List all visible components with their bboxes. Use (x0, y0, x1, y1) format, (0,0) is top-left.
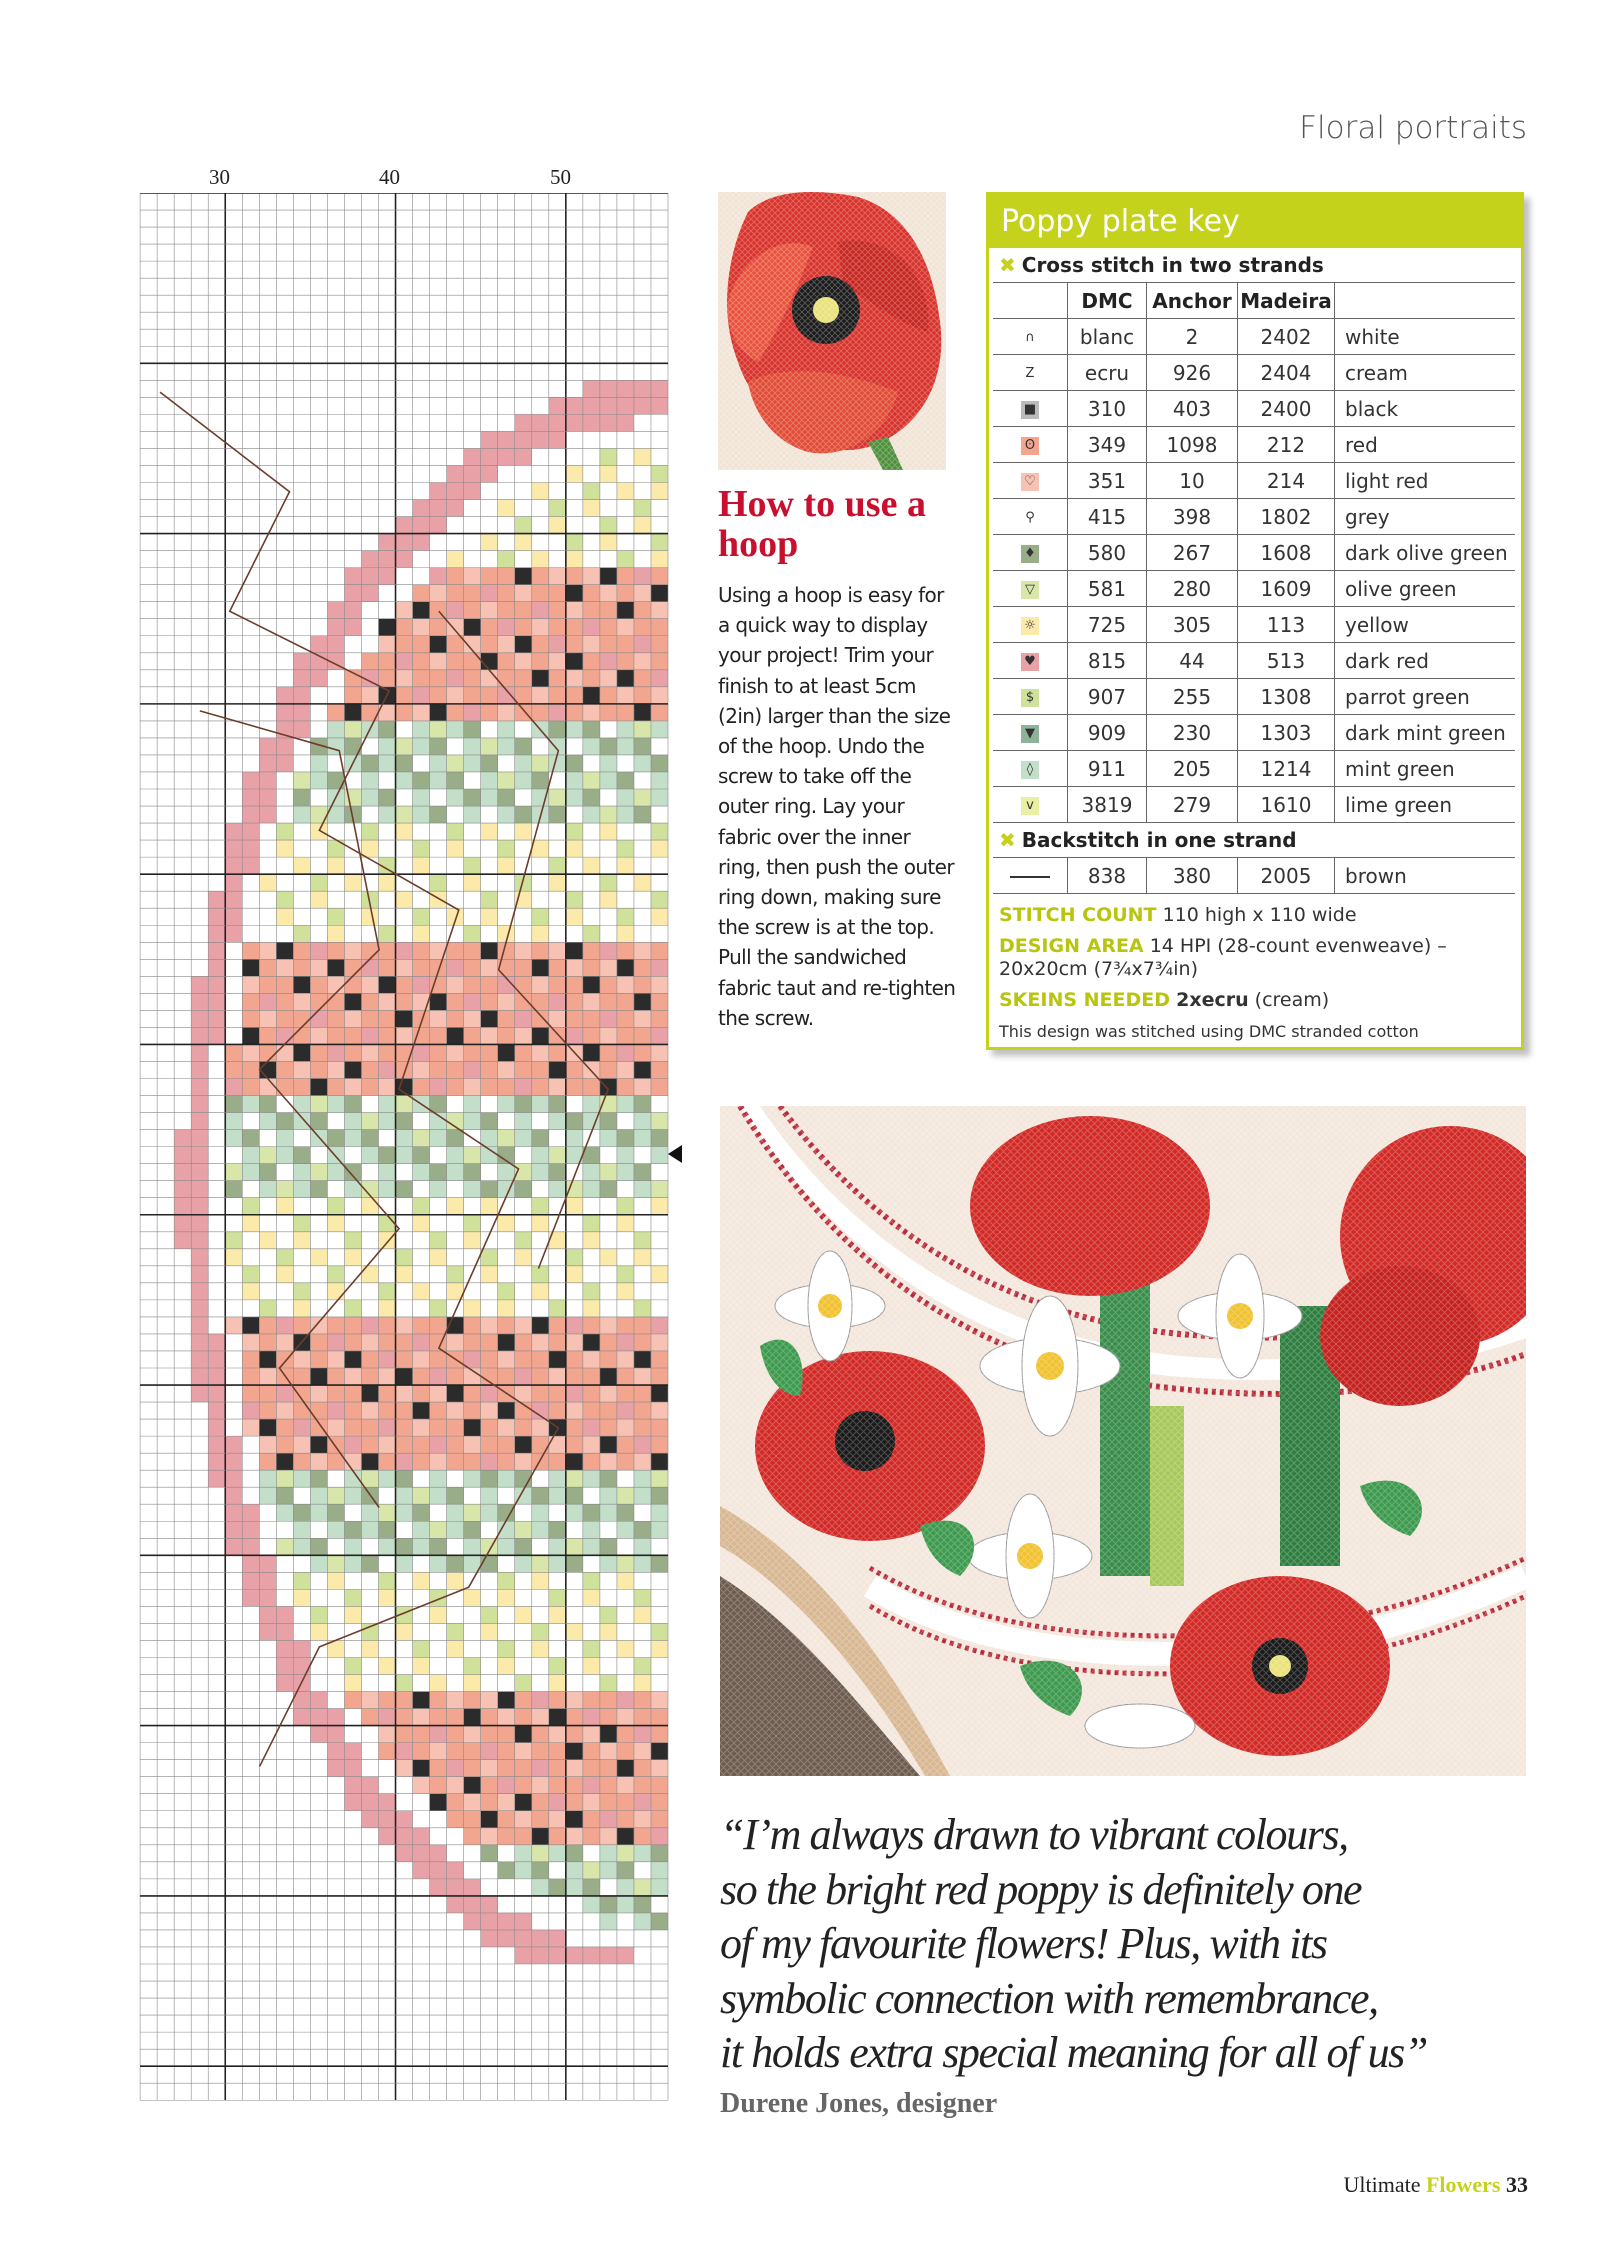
chart-grid (138, 193, 670, 2110)
tip-body: Using a hoop is easy for a quick way to display your project! Trim your finish to at least 5cm (2in) larger than the size of the hoop. Undo the screw to take off the outer ring. Lay your fabric over the inner ring, then push the outer ring down, making sure the screw is at the top. Pull the sandwiched fabric taut and re-tighten the screw. (718, 583, 956, 1030)
symbol-swatch-icon: ■ (1021, 401, 1039, 419)
finished-hoop-photo (720, 1106, 1526, 1776)
symbol-swatch-icon: v (1021, 797, 1039, 815)
symbol-swatch-icon: ▼ (1021, 725, 1039, 743)
section-title: Floral portraits (1299, 110, 1527, 146)
table-header-row (993, 283, 1515, 319)
symbol-swatch-icon: ʘ (1021, 437, 1039, 455)
col-madeira: Madeira (1238, 283, 1335, 319)
symbol-swatch-icon: Z (1021, 365, 1039, 383)
skeins-needed: SKEINS NEEDED 2xecru (cream) (999, 989, 1330, 1011)
backstitch-heading: ✖ Backstitch in one strand (999, 828, 1297, 852)
table-row: ♥ 815 44 513 dark red (993, 643, 1515, 679)
tip-title: How to use a hoop (718, 483, 926, 565)
symbol-swatch-icon: ☼ (1021, 617, 1039, 635)
symbol-swatch-icon: ♡ (1021, 473, 1039, 491)
col-anchor: Anchor (1147, 283, 1238, 319)
table-row: ◊ 911 205 1214 mint green (993, 751, 1515, 787)
quote-line: symbolic connection with remembrance, (720, 1973, 1378, 2023)
table-row: ■ 310 403 2400 black (993, 391, 1515, 427)
table-row: ʘ 349 1098 212 red (993, 427, 1515, 463)
table-row: ♦ 580 267 1608 dark olive green (993, 535, 1515, 571)
table-row: ⚲ 415 398 1802 grey (993, 499, 1515, 535)
poppy-plate-key (986, 192, 1524, 1050)
cross-stitch-chart (138, 165, 668, 2120)
thread-table (993, 282, 1515, 823)
symbol-swatch-icon: ▽ (1021, 581, 1039, 599)
page-number: 33 (1506, 2172, 1528, 2197)
table-row: ♡ 351 10 214 light red (993, 463, 1515, 499)
page-footer: Ultimate Flowers 33 (1343, 2172, 1528, 2197)
table-row: ▽ 581 280 1609 olive green (993, 571, 1515, 607)
cross-stitch-heading: ✖ Cross stitch in two strands (999, 253, 1324, 277)
column-label-40: 40 (379, 165, 400, 189)
table-row: ☼ 725 305 113 yellow (993, 607, 1515, 643)
cross-icon: ✖ (999, 253, 1016, 277)
symbol-swatch-icon: ♥ (1021, 653, 1039, 671)
table-row: ∩ blanc 2 2402 white (993, 319, 1515, 355)
designer-quote (720, 1808, 1540, 2081)
stitch-count: STITCH COUNT 110 high x 110 wide (999, 904, 1357, 926)
design-area: DESIGN AREA 14 HPI (28-count evenweave) – 20x20cm (7¾x7¾in) (999, 935, 1447, 980)
table-row: Z ecru 926 2404 cream (993, 355, 1515, 391)
symbol-swatch-icon: $ (1021, 689, 1039, 707)
poppy-closeup-photo (718, 192, 946, 470)
column-label-30: 30 (209, 165, 230, 189)
center-arrow-icon (668, 1145, 682, 1163)
thread-note: This design was stitched using DMC stranded cotton (999, 1022, 1419, 1041)
quote-line: it holds extra special meaning for all of us” (720, 2028, 1427, 2077)
quote-line: “I’m always drawn to vibrant colours, (720, 1810, 1348, 1859)
table-row: $ 907 255 1308 parrot green (993, 679, 1515, 715)
quote-line: so the bright red poppy is definitely one (720, 1864, 1362, 1914)
backstitch-line-icon (1010, 876, 1050, 878)
table-row: 838 380 2005 brown (993, 858, 1515, 894)
design-info (989, 904, 1521, 1043)
quote-line: of my favourite flowers! Plus, with its (720, 1919, 1327, 1968)
symbol-swatch-icon: ♦ (1021, 545, 1039, 563)
symbol-swatch-icon: ∩ (1021, 329, 1039, 347)
quote-author: Durene Jones, designer (720, 2088, 998, 2119)
key-title: Poppy plate key (989, 195, 1521, 248)
cross-icon: ✖ (999, 828, 1016, 852)
table-row: ▼ 909 230 1303 dark mint green (993, 715, 1515, 751)
symbol-swatch-icon: ◊ (1021, 761, 1039, 779)
table-row: v 3819 279 1610 lime green (993, 787, 1515, 823)
backstitch-table (993, 857, 1515, 894)
symbol-swatch-icon: ⚲ (1021, 509, 1039, 527)
column-label-50: 50 (550, 165, 571, 189)
col-dmc: DMC (1068, 283, 1147, 319)
